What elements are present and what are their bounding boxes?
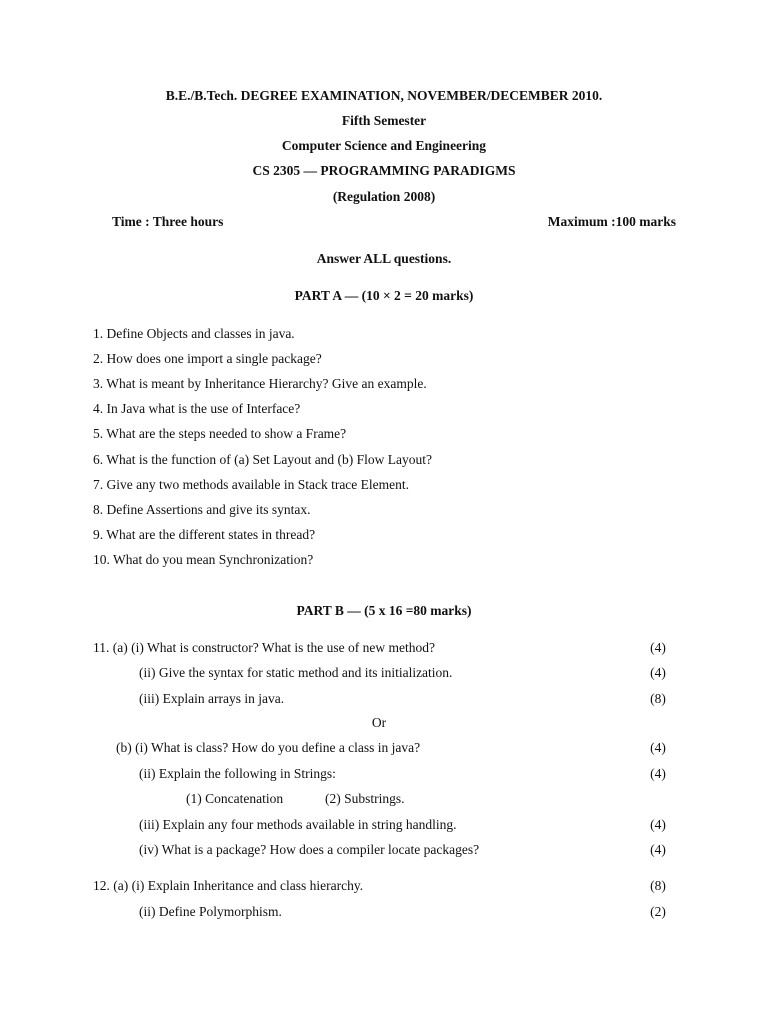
marks: (8) xyxy=(650,878,666,893)
marks: (4) xyxy=(650,766,666,781)
department: Computer Science and Engineering xyxy=(281,138,487,153)
question-12a-i: 12. (a) (i) Explain Inheritance and class hierarchy. xyxy=(93,878,364,893)
question-11a-ii: (ii) Give the syntax for static method and its initialization. xyxy=(139,665,453,680)
marks: (4) xyxy=(650,842,666,857)
part-a-question: 2. How does one import a single package? xyxy=(93,351,322,366)
or-separator: Or xyxy=(371,715,387,730)
course-title: CS 2305 — PROGRAMMING PARADIGMS xyxy=(252,163,516,178)
marks: (4) xyxy=(650,740,666,755)
marks: (4) xyxy=(650,640,666,655)
subitem-concatenation: (1) Concatenation xyxy=(186,791,284,806)
marks: (4) xyxy=(650,665,666,680)
question-11b-iv: (iv) What is a package? How does a compiler locate packages? xyxy=(139,842,480,857)
subitem-substrings: (2) Substrings. xyxy=(325,791,405,806)
part-b-title: PART B — (5 x 16 =80 marks) xyxy=(296,603,472,618)
question-11b-i: (b) (i) What is class? How do you define a class in java? xyxy=(116,740,421,755)
part-a-question: 4. In Java what is the use of Interface? xyxy=(93,401,301,416)
part-a-question: 9. What are the different states in thread? xyxy=(93,527,316,542)
semester: Fifth Semester xyxy=(341,113,427,128)
part-a-question: 6. What is the function of (a) Set Layout and (b) Flow Layout? xyxy=(93,452,433,467)
question-11a-i: 11. (a) (i) What is constructor? What is the use of new method? xyxy=(93,640,436,655)
maximum-marks: Maximum :100 marks xyxy=(547,214,676,229)
exam-title: B.E./B.Tech. DEGREE EXAMINATION, NOVEMBER/DECEMBER 2010. xyxy=(165,88,603,103)
exam-time: Time : Three hours xyxy=(112,214,224,229)
part-a-question: 8. Define Assertions and give its syntax. xyxy=(93,502,311,517)
part-a-question: 7. Give any two methods available in Stack trace Element. xyxy=(93,477,410,492)
part-a-question: 5. What are the steps needed to show a Frame? xyxy=(93,426,347,441)
question-11a-iii: (iii) Explain arrays in java. xyxy=(139,691,285,706)
marks: (4) xyxy=(650,817,666,832)
question-12a-ii: (ii) Define Polymorphism. xyxy=(139,904,282,919)
part-a-question: 10. What do you mean Synchronization? xyxy=(93,552,314,567)
marks: (8) xyxy=(650,691,666,706)
part-a-question: 1. Define Objects and classes in java. xyxy=(93,326,295,341)
marks: (2) xyxy=(650,904,666,919)
part-a-question: 3. What is meant by Inheritance Hierarchy? Give an example. xyxy=(93,376,427,391)
part-a-title: PART A — (10 × 2 = 20 marks) xyxy=(294,288,474,303)
question-11b-ii: (ii) Explain the following in Strings: xyxy=(139,766,336,781)
regulation: (Regulation 2008) xyxy=(332,189,436,204)
instruction: Answer ALL questions. xyxy=(316,251,452,266)
question-11b-iii: (iii) Explain any four methods available in string handling. xyxy=(139,817,457,832)
